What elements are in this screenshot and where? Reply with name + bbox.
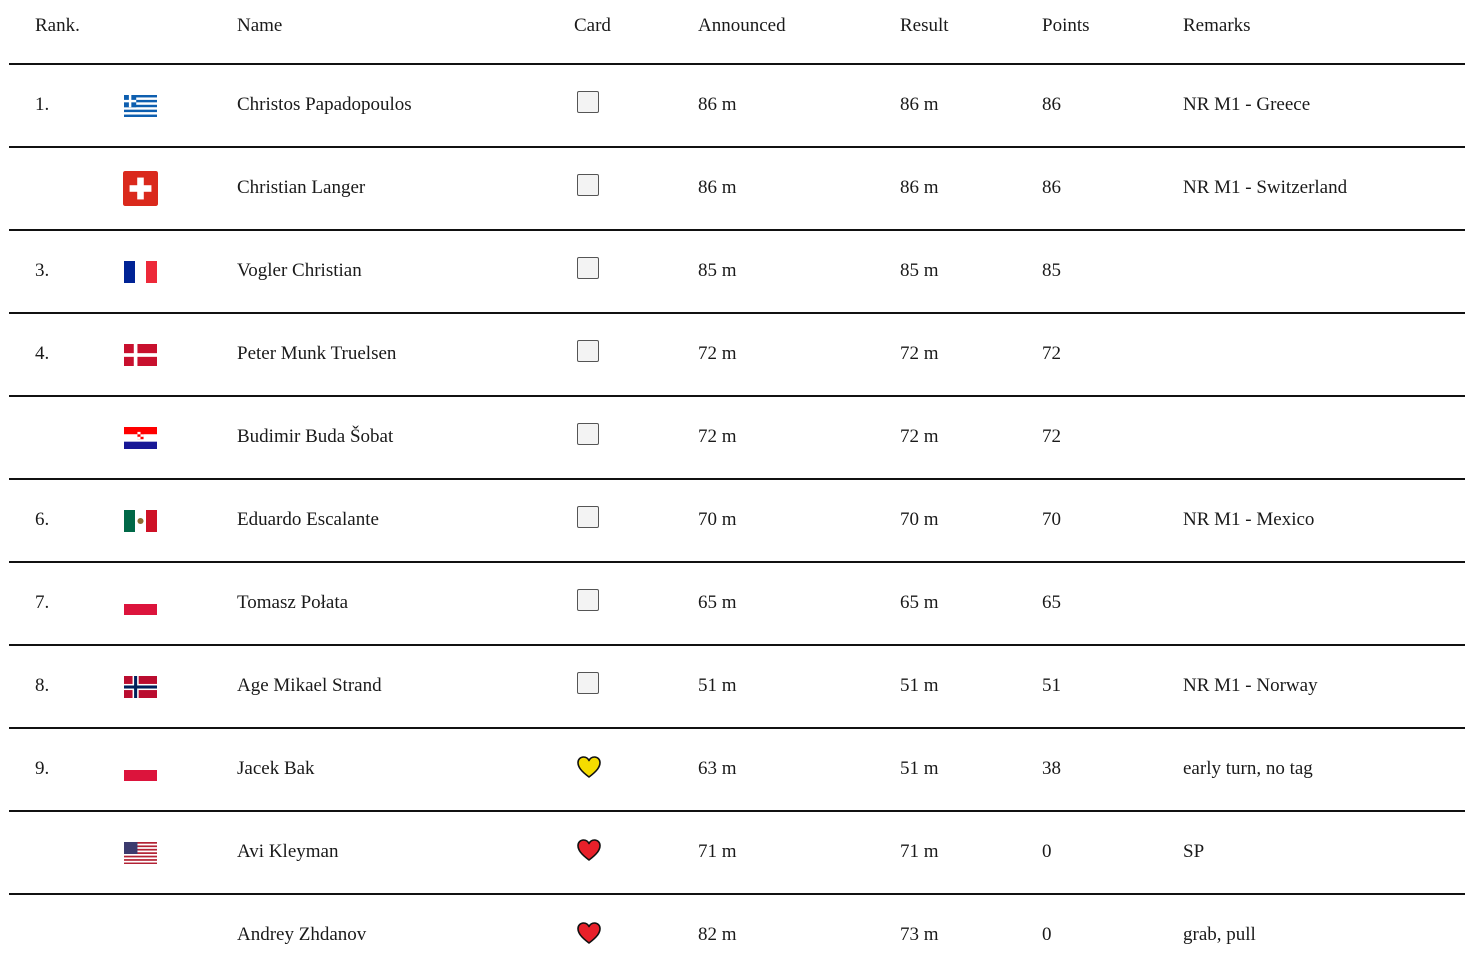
result-cell: 65 m: [900, 592, 939, 613]
white-card-icon: [577, 423, 599, 445]
white-card-icon: [577, 174, 599, 196]
table-row: [9, 895, 1465, 976]
points-cell: 0: [1042, 841, 1052, 862]
table-row: [9, 397, 1465, 480]
header-remarks[interactable]: Remarks: [1183, 15, 1251, 36]
poland-flag-icon: [123, 759, 158, 781]
france-flag-icon: [123, 261, 158, 283]
announced-cell: 86 m: [698, 177, 737, 198]
remarks-cell: early turn, no tag: [1183, 758, 1313, 779]
red-card-heart-icon: [577, 838, 602, 862]
table-row: [9, 480, 1465, 563]
points-cell: 72: [1042, 426, 1061, 447]
announced-cell: 85 m: [698, 260, 737, 281]
athlete-name[interactable]: Budimir Buda Šobat: [237, 426, 394, 447]
white-card-icon: [577, 506, 599, 528]
result-cell: 72 m: [900, 426, 939, 447]
rank-cell: 9.: [35, 758, 50, 779]
yellow-card-heart-icon: [577, 755, 602, 779]
switzerland-flag-icon: [123, 178, 158, 206]
announced-cell: 51 m: [698, 675, 737, 696]
result-cell: 72 m: [900, 343, 939, 364]
athlete-name[interactable]: Eduardo Escalante: [237, 509, 379, 530]
result-cell: 86 m: [900, 94, 939, 115]
result-cell: 51 m: [900, 758, 939, 779]
header-name[interactable]: Name: [237, 15, 283, 36]
athlete-name[interactable]: Vogler Christian: [237, 260, 362, 281]
white-card-icon: [577, 257, 599, 279]
remarks-cell: NR M1 - Norway: [1183, 675, 1318, 696]
announced-cell: 72 m: [698, 426, 737, 447]
athlete-name[interactable]: Jacek Bak: [237, 758, 315, 779]
result-cell: 70 m: [900, 509, 939, 530]
table-row: [9, 812, 1465, 895]
points-cell: 65: [1042, 592, 1061, 613]
greece-flag-icon: [123, 95, 158, 117]
usa-flag-icon: [123, 842, 158, 864]
norway-flag-icon: [123, 676, 158, 698]
table-row: [9, 314, 1465, 397]
announced-cell: 65 m: [698, 592, 737, 613]
rank-cell: 1.: [35, 94, 50, 115]
announced-cell: 82 m: [698, 924, 737, 945]
announced-cell: 71 m: [698, 841, 737, 862]
white-card-icon: [577, 672, 599, 694]
points-cell: 0: [1042, 924, 1052, 945]
header-announced[interactable]: Announced: [698, 15, 786, 36]
points-cell: 85: [1042, 260, 1061, 281]
rank-cell: 6.: [35, 509, 50, 530]
result-cell: 51 m: [900, 675, 939, 696]
result-cell: 73 m: [900, 924, 939, 945]
rank-cell: 3.: [35, 260, 50, 281]
table-row: [9, 646, 1465, 729]
table-row: [9, 148, 1465, 231]
points-cell: 70: [1042, 509, 1061, 530]
mexico-flag-icon: [123, 510, 158, 532]
white-card-icon: [577, 589, 599, 611]
result-cell: 85 m: [900, 260, 939, 281]
athlete-name[interactable]: Avi Kleyman: [237, 841, 339, 862]
remarks-cell: NR M1 - Switzerland: [1183, 177, 1348, 198]
points-cell: 72: [1042, 343, 1061, 364]
rank-cell: 4.: [35, 343, 50, 364]
table-header: [9, 0, 1465, 65]
announced-cell: 86 m: [698, 94, 737, 115]
points-cell: 51: [1042, 675, 1061, 696]
rank-cell: 7.: [35, 592, 50, 613]
remarks-cell: NR M1 - Greece: [1183, 94, 1311, 115]
points-cell: 86: [1042, 177, 1061, 198]
remarks-cell: SP: [1183, 841, 1205, 862]
denmark-flag-icon: [123, 344, 158, 366]
white-card-icon: [577, 91, 599, 113]
rank-cell: 8.: [35, 675, 50, 696]
athlete-name[interactable]: Christian Langer: [237, 177, 366, 198]
announced-cell: 72 m: [698, 343, 737, 364]
points-cell: 38: [1042, 758, 1061, 779]
athlete-name[interactable]: Peter Munk Truelsen: [237, 343, 397, 364]
remarks-cell: NR M1 - Mexico: [1183, 509, 1315, 530]
white-card-icon: [577, 340, 599, 362]
points-cell: 86: [1042, 94, 1061, 115]
table-row: [9, 729, 1465, 812]
result-cell: 86 m: [900, 177, 939, 198]
table-row: [9, 65, 1465, 148]
header-card[interactable]: Card: [574, 15, 611, 36]
croatia-flag-icon: [123, 427, 158, 449]
announced-cell: 70 m: [698, 509, 737, 530]
header-points[interactable]: Points: [1042, 15, 1090, 36]
result-cell: 71 m: [900, 841, 939, 862]
athlete-name[interactable]: Tomasz Połata: [237, 592, 349, 613]
red-card-heart-icon: [577, 921, 602, 945]
table-row: [9, 563, 1465, 646]
header-result[interactable]: Result: [900, 15, 949, 36]
athlete-name[interactable]: Age Mikael Strand: [237, 675, 382, 696]
poland-flag-icon: [123, 593, 158, 615]
athlete-name[interactable]: Andrey Zhdanov: [237, 924, 367, 945]
header-rank[interactable]: Rank.: [35, 15, 80, 36]
announced-cell: 63 m: [698, 758, 737, 779]
table-row: [9, 231, 1465, 314]
remarks-cell: grab, pull: [1183, 924, 1256, 945]
athlete-name[interactable]: Christos Papadopoulos: [237, 94, 412, 115]
table-body: [0, 65, 1465, 976]
